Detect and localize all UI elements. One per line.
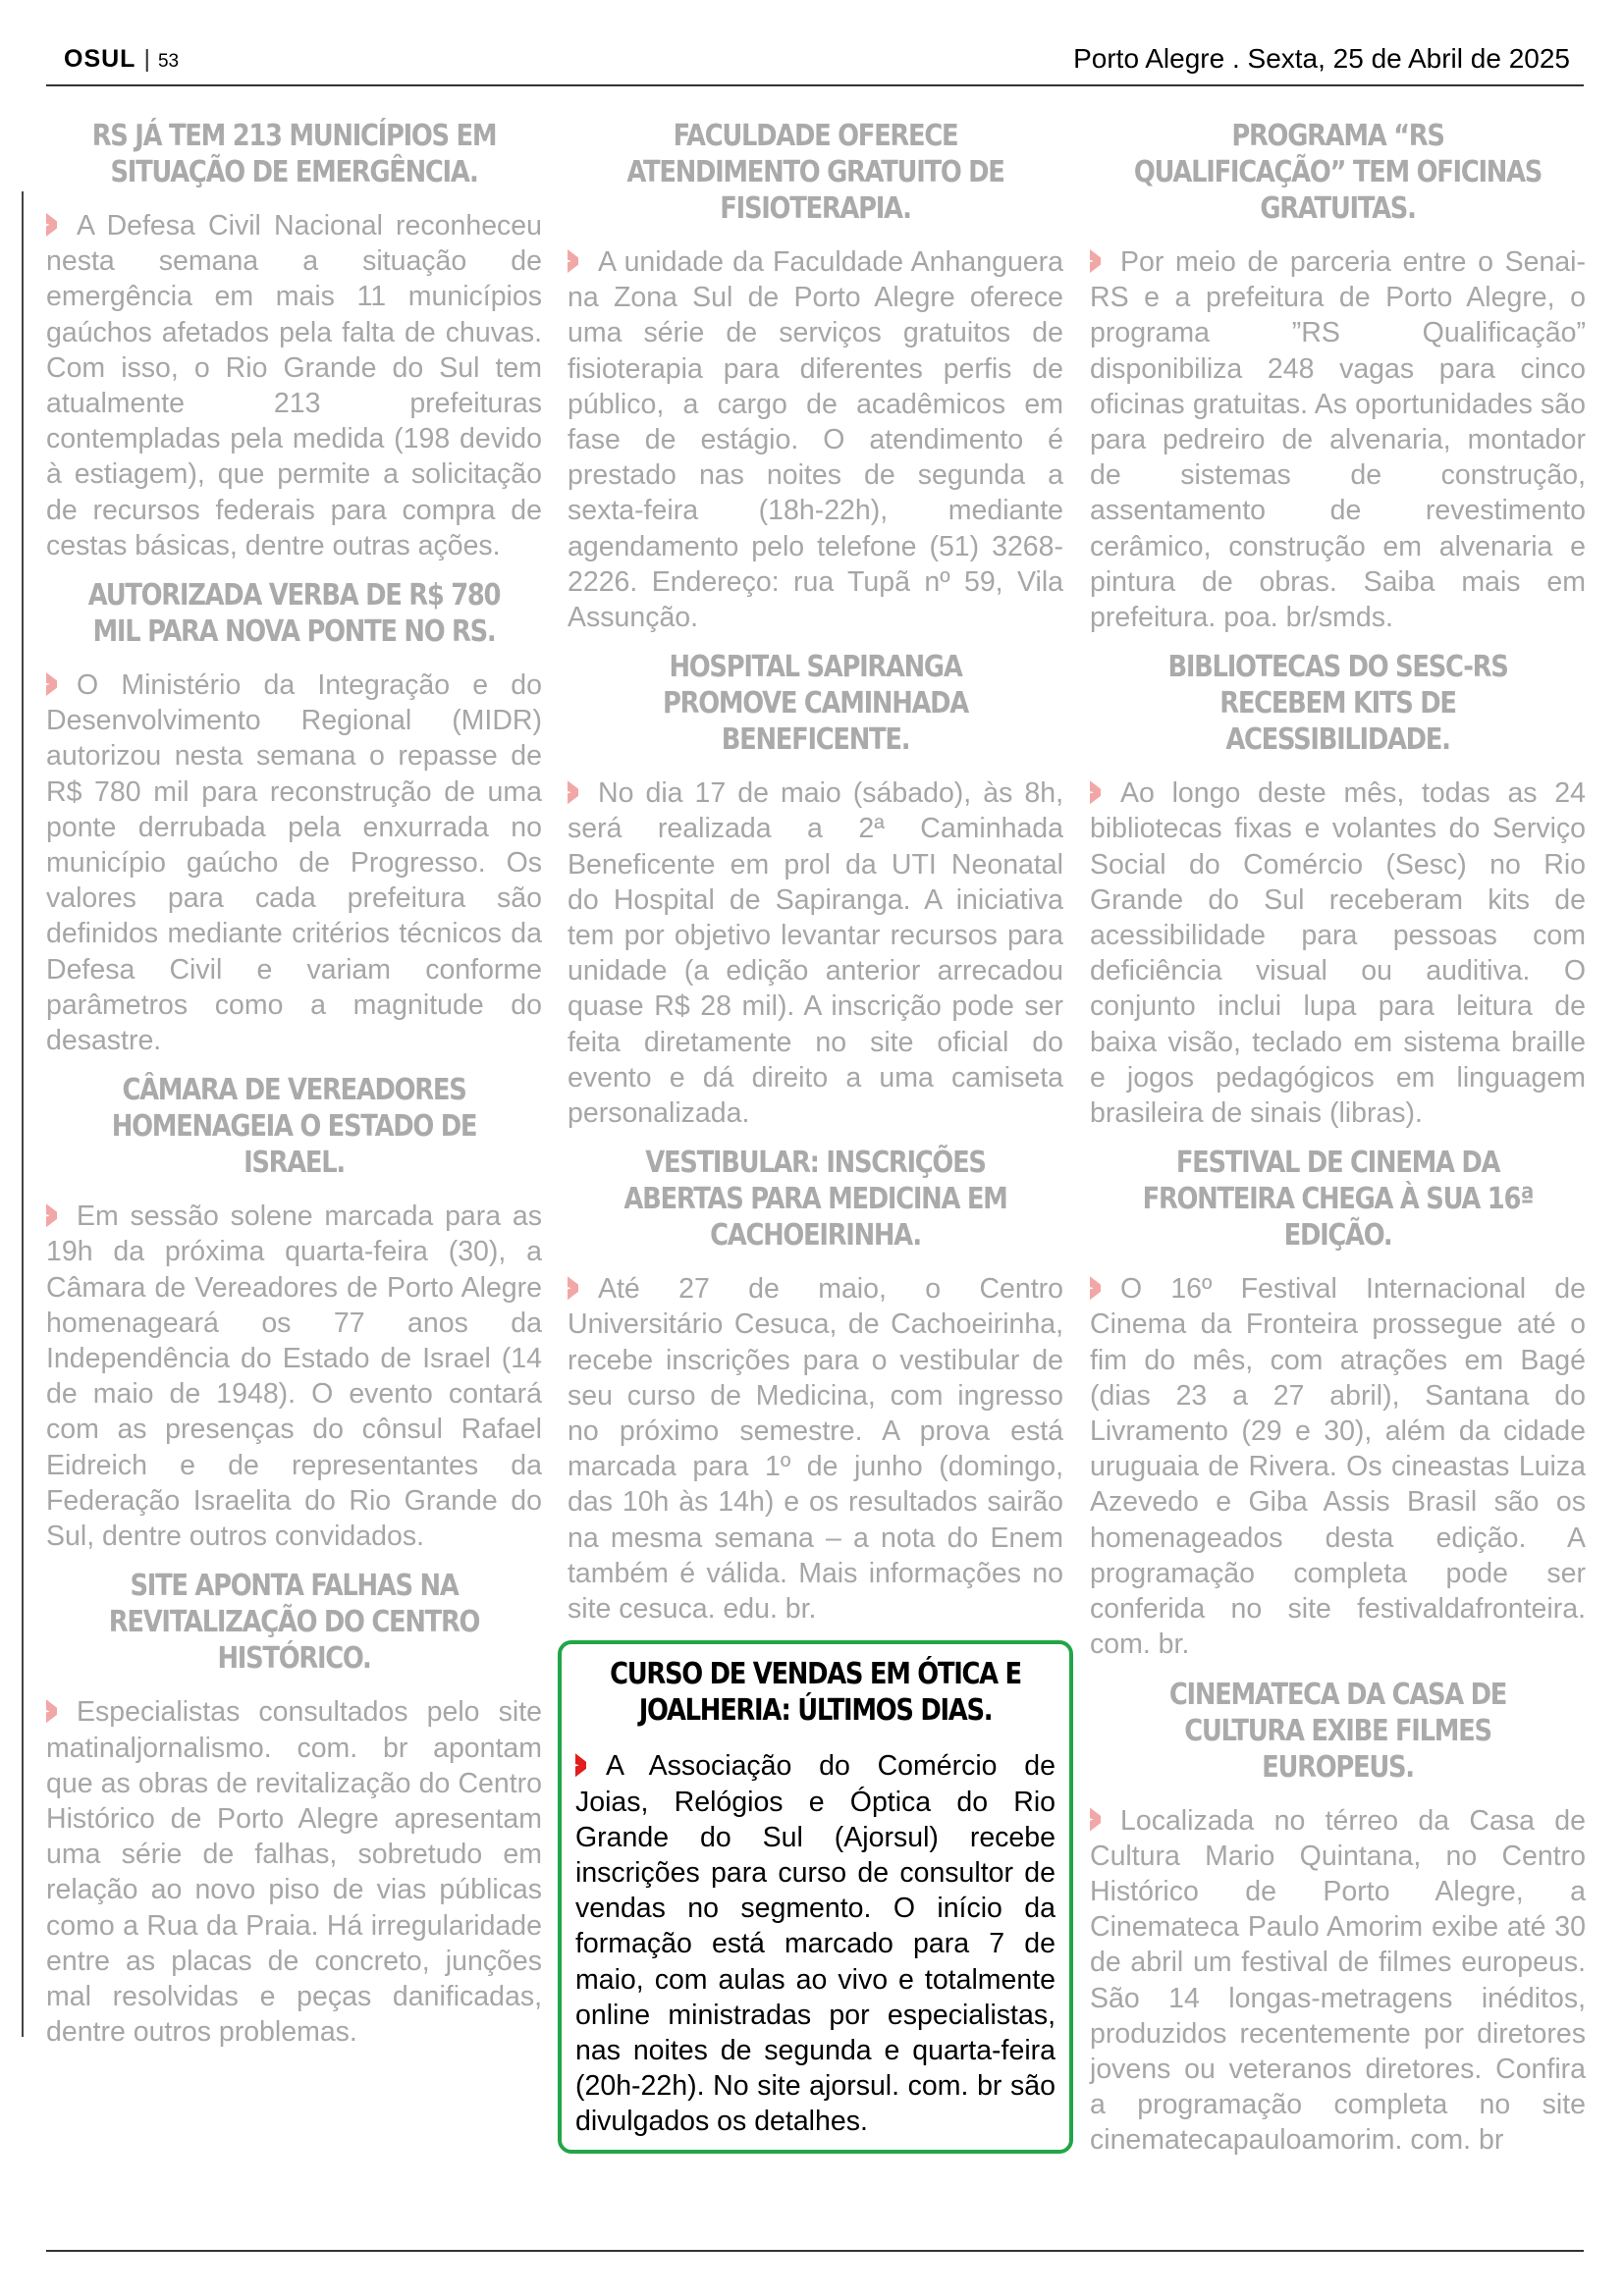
article-body <box>46 208 542 563</box>
news-article <box>46 1072 542 1554</box>
article-body <box>46 667 542 1058</box>
page-number: 53 <box>157 51 180 72</box>
article-body <box>46 1199 542 1554</box>
article-text: O Ministério da Integração e do Desenvolvimento Regional (MIDR) autorizou nesta semana o repasse de R$ 780 mil para reconstrução de uma ponte derrubada pela enxurrada no município gaúcho de Progresso. Os valores para cada prefeitura são definidos mediante critérios técnicos da Defesa Civil e variam conforme parâmetros como a magnitude do desastre. <box>46 669 542 1057</box>
article-text: Ao longo deste mês, todas as 24 bibliotecas fixas e volantes do Serviço Social do Comércio (Sesc) no Rio Grande do Sul receberam kits de acessibilidade para pessoas com deficiência visual ou auditiva. O conjunto inclui lupa para leitura de baixa visão, teclado em sistema braille e jogos pedagógicos em linguagem brasileira de sinais (libras). <box>1090 777 1586 1130</box>
article-body <box>1090 1803 1586 2159</box>
article-body <box>568 1271 1063 1627</box>
bullet-arrow-icon <box>568 780 578 804</box>
bullet-arrow-icon <box>1090 1276 1101 1300</box>
featured-body <box>575 1748 1056 2139</box>
article-headline: FESTIVAL DE CINEMA DA FRONTEIRA CHEGA À SUA 16ª EDIÇÃO. <box>1142 1146 1534 1254</box>
brand-name: OSUL <box>64 45 136 73</box>
bullet-arrow-icon <box>46 1699 57 1723</box>
bullet-arrow-icon <box>1090 249 1101 273</box>
article-headline: VESTIBULAR: INSCRIÇÕES ABERTAS PARA MEDICINA EM CACHOEIRINHA. <box>623 1146 1007 1254</box>
article-text: Em sessão solene marcada para as 19h da próxima quarta-feira (30), a Câmara de Vereadores de Porto Alegre homenageará os 77 anos da Independência do Estado de Israel (14 de maio de 1948). O evento contará com as presenças do cônsul Rafael Eidreich e de representantes da Federação Israelita do Rio Grande do Sul, dentre outros convidados. <box>46 1201 542 1553</box>
bullet-arrow-icon <box>46 672 57 696</box>
article-headline: FACULDADE OFERECE ATENDIMENTO GRATUITO DE FISIOTERAPIA. <box>626 119 1004 226</box>
bullet-arrow-icon <box>568 1276 578 1300</box>
article-headline: AUTORIZADA VERBA DE R$ 780 MIL PARA NOVA PONTE NO RS. <box>87 578 501 650</box>
bullet-arrow-icon <box>46 213 57 237</box>
dateline: Porto Alegre . Sexta, 25 de Abril de 2025 <box>1073 43 1570 74</box>
news-article <box>1090 1677 1586 2159</box>
news-article <box>568 1145 1063 1627</box>
article-text: Por meio de parceria entre o Senai-RS e a prefeitura de Porto Alegre, o programa ”RS Qualificação” disponibiliza 248 vagas para cinco oficinas gratuitas. As oportunidades são para pedreiro de alvenaria, montador de sistemas de construção, assentamento de revestimento cerâmico, construção em alvenaria e pintura de obras. Saiba mais em prefeitura. poa. br/smds. <box>1090 246 1586 634</box>
article-headline: PROGRAMA “RS QUALIFICAÇÃO” TEM OFICINAS GRATUITAS. <box>1133 119 1543 226</box>
column-3 <box>1090 118 1586 2172</box>
featured-headline: CURSO DE VENDAS EM ÓTICA E JOALHERIA: ÚLTIMOS DIAS. <box>610 1657 1021 1729</box>
margin-rule <box>22 191 24 2037</box>
news-article <box>1090 1145 1586 1662</box>
article-body <box>568 775 1063 1131</box>
featured-article-box <box>558 1640 1073 2153</box>
news-article <box>568 118 1063 635</box>
bullet-arrow-icon <box>575 1753 586 1777</box>
article-text: A Defesa Civil Nacional reconheceu nesta semana a situação de emergência em mais 11 municípios gaúchos afetados pela falta de chuvas. Com isso, o Rio Grande do Sul tem atualmente 213 prefeituras contempladas pela medida (198 devido à estiagem), que permite a solicitação de recursos federais para compra de cestas básicas, dentre outras ações. <box>46 210 542 561</box>
article-headline: CÂMARA DE VEREADORES HOMENAGEIA O ESTADO DE ISRAEL. <box>111 1073 477 1181</box>
news-article <box>46 118 542 563</box>
header-separator: | <box>143 45 150 73</box>
article-text: Localizada no térreo da Casa de Cultura Mario Quintana, no Centro Histórico de Porto Alegre, a Cinemateca Paulo Amorim exibe até 30 de abril um festival de filmes europeus. São 14 longas-metragens inéditos, produzidos recentemente por diretores jovens ou veteranos diretores. Confira a programação completa no site cinematecapauloamorim. com. br <box>1090 1804 1586 2157</box>
column-2 <box>568 118 1063 2154</box>
article-headline: RS JÁ TEM 213 MUNICÍPIOS EM SITUAÇÃO DE EMERGÊNCIA. <box>91 119 497 189</box>
column-1 <box>46 118 542 2063</box>
bullet-arrow-icon <box>1090 1808 1101 1832</box>
featured-text: A Associação do Comércio de Joias, Relógios e Óptica do Rio Grande do Sul (Ajorsul) recebe inscrições para curso de consultor de vendas no segmento. O início da formação está marcado para 7 de maio, com aulas ao vivo e totalmente online ministradas por especialistas, nas noites de segunda e quarta-feira (20h-22h). No site ajorsul. com. br são divulgados os detalhes. <box>575 1750 1056 2138</box>
article-headline: CINEMATECA DA CASA DE CULTURA EXIBE FILMES EUROPEUS. <box>1168 1677 1507 1785</box>
article-body <box>1090 1271 1586 1662</box>
news-article <box>568 649 1063 1131</box>
article-text: Até 27 de maio, o Centro Universitário Cesuca, de Cachoeirinha, recebe inscrições para o vestibular de seu curso de Medicina, com ingresso no próximo semestre. A prova está marcada para 1º de junho (domingo, das 10h às 14h) e os resultados sairão na mesma semana – a nota do Enem também é válida. Mais informações no site cesuca. edu. br. <box>568 1273 1063 1626</box>
article-body <box>568 244 1063 635</box>
footer-rule <box>46 2250 1584 2252</box>
article-body <box>46 1694 542 2050</box>
article-headline: BIBLIOTECAS DO SESC-RS RECEBEM KITS DE ACESSIBILIDADE. <box>1167 650 1508 758</box>
page-header <box>46 37 1584 86</box>
article-text: Especialistas consultados pelo site matinaljornalismo. com. br apontam que as obras de revitalização do Centro Histórico de Porto Alegre apresentam uma série de falhas, sobretudo em relação ao novo piso de vias públicas como a Rua da Praia. Há irregularidade entre as placas de concreto, junções mal resolvidas e peças danificadas, dentre outros problemas. <box>46 1696 542 2049</box>
news-article <box>1090 118 1586 635</box>
article-body <box>1090 244 1586 635</box>
news-article <box>46 577 542 1058</box>
article-headline: HOSPITAL SAPIRANGA PROMOVE CAMINHADA BENEFICENTE. <box>663 650 968 758</box>
bullet-arrow-icon <box>568 249 578 273</box>
news-article <box>46 1568 542 2050</box>
article-body <box>1090 775 1586 1131</box>
article-headline: SITE APONTA FALHAS NA REVITALIZAÇÃO DO CENTRO HISTÓRICO. <box>108 1569 480 1677</box>
bullet-arrow-icon <box>46 1203 57 1227</box>
news-article <box>1090 649 1586 1131</box>
bullet-arrow-icon <box>1090 780 1101 804</box>
masthead <box>64 45 179 74</box>
article-text: No dia 17 de maio (sábado), às 8h, será realizada a 2ª Caminhada Beneficente em prol da UTI Neonatal do Hospital de Sapiranga. A iniciativa tem por objetivo levantar recursos para unidade (a edição anterior arrecadou quase R$ 28 mil). A inscrição pode ser feita diretamente no site oficial do evento e dá direito a uma camiseta personalizada. <box>568 777 1063 1130</box>
article-text: O 16º Festival Internacional de Cinema da Fronteira prossegue até o fim do mês, com atrações em Bagé (dias 23 a 27 abril), Santana do Livramento (29 e 30), além da cidade uruguaia de Rivera. Os cineastas Luiza Azevedo e Giba Assis Brasil são os homenageados desta edição. A programação completa pode ser conferida no site festivaldafronteira. com. br. <box>1090 1273 1586 1661</box>
article-text: A unidade da Faculdade Anhanguera na Zona Sul de Porto Alegre oferece uma série de serviços gratuitos de fisioterapia para diferentes perfis de público, a cargo de acadêmicos em fase de estágio. O atendimento é prestado nas noites de segunda a sexta-feira (18h-22h), mediante agendamento pelo telefone (51) 3268-2226. Endereço: rua Tupã nº 59, Vila Assunção. <box>568 246 1063 634</box>
